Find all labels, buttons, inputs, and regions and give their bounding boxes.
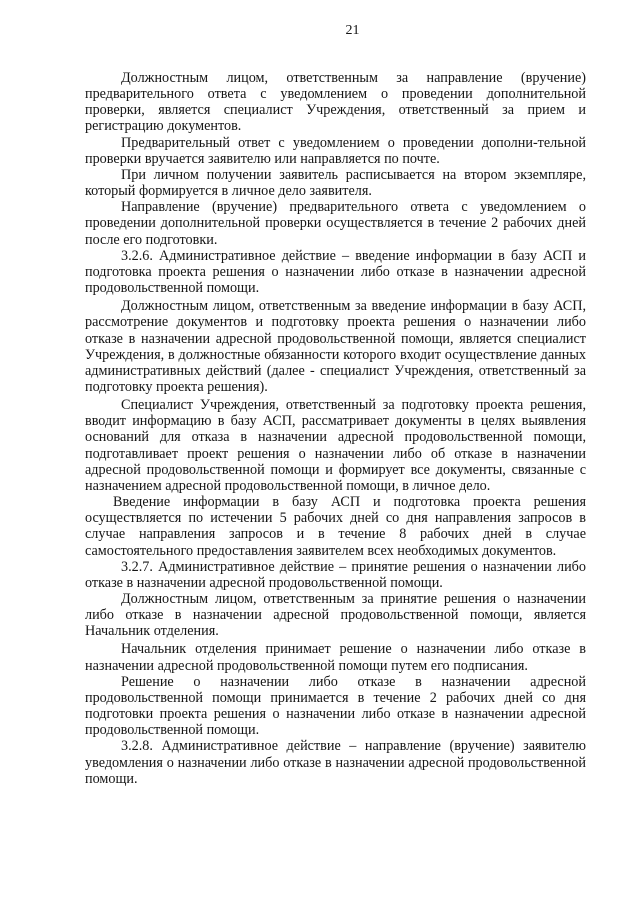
paragraph: 3.2.8. Административное действие – направление (вручение) заявителю уведомления о назначении либо отказе в назначении адресной продовольственной помощи. bbox=[85, 738, 586, 787]
paragraph: Начальник отделения принимает решение о назначении либо отказе в назначении адресной продовольственной помощи путем его подписания. bbox=[85, 641, 586, 674]
paragraph: Должностным лицом, ответственным за принятие решения о назначении либо отказе в назначении адресной продовольственной помощи, является Начальник отделения. bbox=[85, 591, 586, 640]
paragraph: Предварительный ответ с уведомлением о проведении дополни-тельной проверки вручается заявителю или направляется по почте. bbox=[85, 134, 586, 167]
page-number: 21 bbox=[345, 23, 360, 38]
paragraph: 3.2.6. Административное действие – введение информации в базу АСП и подготовка проекта решения о назначении либо отказе в назначении адресной продовольственной помощи. bbox=[85, 247, 586, 297]
paragraph: Направление (вручение) предварительного ответа с уведомлением о проведении дополнительной проверки осуществляется в течение 2 рабочих дней после его подготовки. bbox=[85, 199, 586, 248]
paragraph: Введение информации в базу АСП и подготовка проекта решения осуществляется по истечении 5 рабочих дней со дня направления запросов в случае направления запросов и в течение 8 рабочих дней в случае самостоятельного предоставления заявителем всех необходимых документов. bbox=[85, 494, 586, 559]
paragraph: Специалист Учреждения, ответственный за подготовку проекта решения, вводит информацию в базу АСП, рассматривает документы в целях выявления оснований для отказа в назначении адресной продовольственной помощи, подготавливает проект решения о назначении либо об отказе в назначении адресной продовольственной помощи и формирует все документы, связанные с назначением адресной продовольственной помощи, в личное дело. bbox=[85, 397, 586, 494]
paragraph: 3.2.7. Административное действие – принятие решения о назначении либо отказе в назначении адресной продовольственной помощи. bbox=[85, 558, 586, 591]
paragraph: При личном получении заявитель расписывается на втором экземпляре, который формируется в личное дело заявителя. bbox=[85, 166, 586, 200]
paragraph: Должностным лицом, ответственным за направление (вручение) предварительного ответа с уведомлением о проведении дополнительной проверки, является специалист Учреждения, ответственный за прием и регистрацию документов. bbox=[85, 70, 586, 135]
document-body bbox=[85, 70, 586, 787]
paragraph: Должностным лицом, ответственным за введение информации в базу АСП, рассмотрение документов и подготовку проекта решения о назначении либо отказе в назначении адресной продовольственной помощи, является специалист Учреждения, в должностные обязанности которого входит осуществление данных административных действий (далее - специалист Учреждения, ответственный за подготовку проекта решения). bbox=[85, 298, 586, 395]
paragraph: Решение о назначении либо отказе в назначении адресной продовольственной помощи принимается в течение 2 рабочих дней со дня подготовки проекта решения о назначении либо отказе в назначении адресной продовольственной помощи. bbox=[85, 673, 586, 739]
